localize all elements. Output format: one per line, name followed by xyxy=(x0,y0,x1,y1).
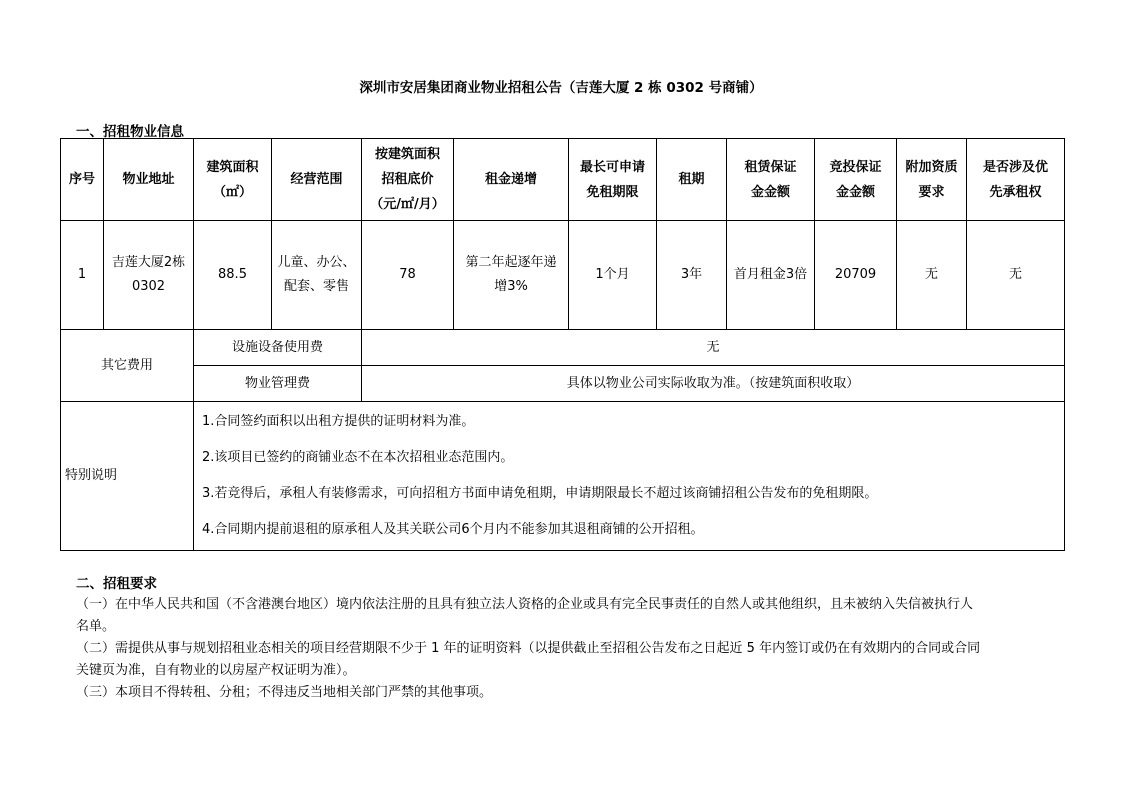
cell-free-period: 1个月 xyxy=(569,221,657,330)
special-note-item: 4.合同期内提前退租的原承租人及其关联公司6个月内不能参加其退租商铺的公开招租。 xyxy=(202,522,704,537)
fee-name-management: 物业管理费 xyxy=(194,366,362,402)
cell-priority: 无 xyxy=(967,221,1065,330)
header-cell-term: 租期 xyxy=(657,139,727,221)
special-note-item: 3.若竞得后，承租人有装修需求，可向招租方书面申请免租期，申请期限最长不超过该商铺招租公告发布的免租期限。 xyxy=(202,486,878,501)
header-cell-qualification: 附加资质 要求 xyxy=(897,139,967,221)
section-heading-requirements: 二、招租要求 xyxy=(76,576,157,592)
table-row xyxy=(61,221,1065,330)
cell-scope: 儿童、办公、 配套、零售 xyxy=(272,221,362,330)
header-cell-deposit: 租赁保证 金金额 xyxy=(727,139,815,221)
section-heading-property-info: 一、招租物业信息 xyxy=(76,124,184,140)
header-cell-priority: 是否涉及优 先承租权 xyxy=(967,139,1065,221)
fee-value-facility: 无 xyxy=(362,330,1065,366)
table-header-row xyxy=(61,139,1065,221)
special-note-item: 2.该项目已签约的商铺业态不在本次招租业态范围内。 xyxy=(202,450,514,465)
header-cell-free-period: 最长可申请 免租期限 xyxy=(569,139,657,221)
header-cell-address: 物业地址 xyxy=(104,139,194,221)
header-cell-area: 建筑面积 （㎡） xyxy=(194,139,272,221)
cell-qualification: 无 xyxy=(897,221,967,330)
other-fees-label: 其它费用 xyxy=(61,330,194,402)
cell-address: 吉莲大厦2栋 0302 xyxy=(104,221,194,330)
header-cell-no: 序号 xyxy=(61,139,104,221)
requirements-list xyxy=(76,594,1056,704)
special-notes-label: 特别说明 xyxy=(61,402,194,551)
header-cell-bid-deposit: 竞投保证 金金额 xyxy=(815,139,897,221)
header-cell-increase: 租金递增 xyxy=(454,139,569,221)
cell-area: 88.5 xyxy=(194,221,272,330)
cell-term: 3年 xyxy=(657,221,727,330)
property-info-table xyxy=(60,138,1065,551)
requirement-item-1: （一）在中华人民共和国（不含港澳台地区）境内依法注册的且具有独立法人资格的企业或具有完全民事责任的自然人或其他组织，且未被纳入失信被执行人 名单。 xyxy=(76,597,974,634)
fee-row-facility xyxy=(61,330,1065,366)
page-title: 深圳市安居集团商业物业招租公告（吉莲大厦 2 栋 0302 号商铺） xyxy=(359,80,763,96)
special-notes-cell xyxy=(194,402,1065,551)
cell-price: 78 xyxy=(362,221,454,330)
special-note-item: 1.合同签约面积以出租方提供的证明材料为准。 xyxy=(202,414,475,429)
fee-value-management: 具体以物业公司实际收取为准。（按建筑面积收取） xyxy=(362,366,1065,402)
cell-no: 1 xyxy=(61,221,104,330)
fee-name-facility: 设施设备使用费 xyxy=(194,330,362,366)
special-notes-row xyxy=(61,402,1065,551)
fee-row-management xyxy=(61,366,1065,402)
header-cell-price: 按建筑面积 招租底价 （元/㎡/月） xyxy=(362,139,454,221)
header-cell-scope: 经营范围 xyxy=(272,139,362,221)
requirement-item-3: （三）本项目不得转租、分租；不得违反当地相关部门严禁的其他事项。 xyxy=(76,685,493,700)
cell-bid-deposit: 20709 xyxy=(815,221,897,330)
cell-increase: 第二年起逐年递 增3% xyxy=(454,221,569,330)
cell-deposit: 首月租金3倍 xyxy=(727,221,815,330)
requirement-item-2: （二）需提供从事与规划招租业态相关的项目经营期限不少于 1 年的证明资料（以提供截止至招租公告发布之日起近 5 年内签订或仍在有效期内的合同或合同 关键页为准，自有物业的以房屋产权证明为准）。 xyxy=(76,641,981,678)
